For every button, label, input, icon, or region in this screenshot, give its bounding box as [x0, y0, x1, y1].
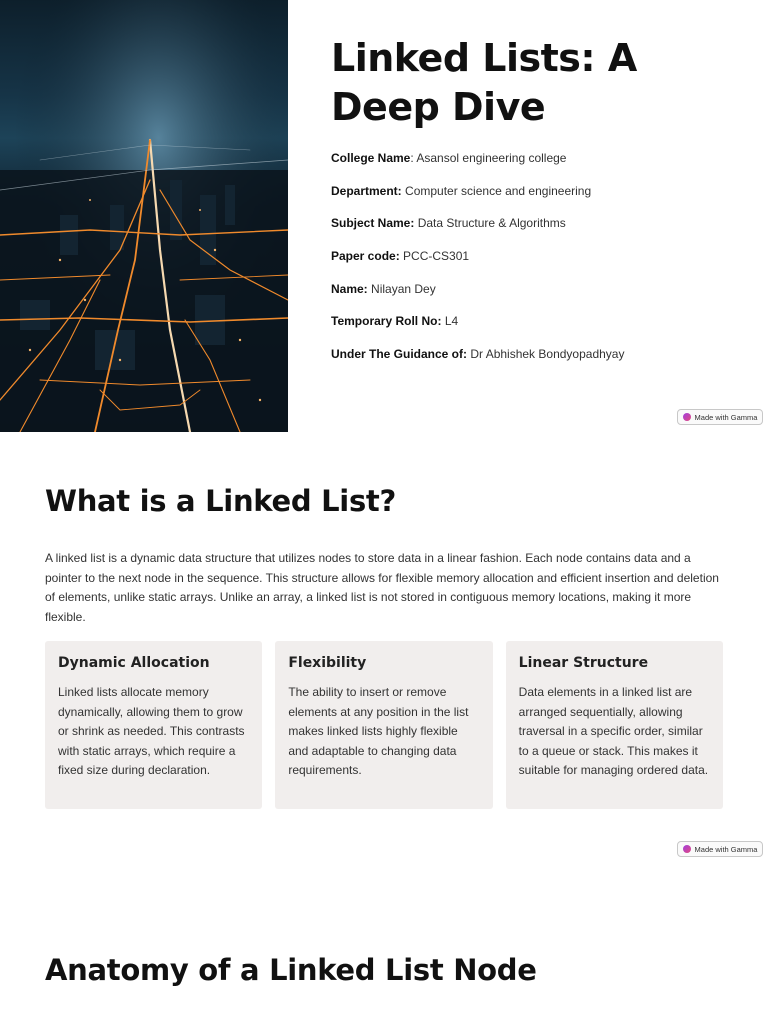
info-paper-code [331, 249, 751, 282]
info-value: Data Structure & Algorithms [417, 216, 566, 231]
badge-label: Made with Gamma [694, 412, 758, 422]
info-label: Under The Guidance of: [331, 347, 468, 362]
gamma-logo-icon [683, 845, 691, 853]
info-roll-no [331, 314, 751, 347]
presentation-title: Linked Lists: A Deep Dive [331, 36, 637, 129]
info-label: Department: [331, 183, 402, 198]
info-subject [331, 216, 751, 249]
info-college [331, 151, 751, 184]
city-night-image [0, 0, 288, 432]
card-text: Linked lists allocate memory dynamically, allowing them to grow or shrink as needed. This contrasts with static arrays, which require a fixed size during declaration. [58, 685, 245, 777]
card-dynamic-allocation [45, 641, 262, 809]
info-name [331, 282, 751, 315]
card-linear-structure [506, 641, 723, 809]
gamma-logo-icon [683, 413, 691, 421]
made-with-gamma-badge[interactable] [677, 409, 763, 425]
student-info-list [331, 151, 751, 380]
badge-label: Made with Gamma [694, 844, 758, 854]
feature-cards [45, 641, 723, 809]
info-value: L4 [444, 314, 459, 329]
info-value: Asansol engineering college [416, 151, 567, 165]
card-title: Flexibility [288, 655, 367, 671]
info-label: Temporary Roll No: [331, 314, 442, 329]
info-guidance [331, 347, 751, 380]
card-text: The ability to insert or remove elements at any position in the list makes linked lists highly flexible and adaptable to changing data requirements. [288, 685, 469, 777]
info-value: Computer science and engineering [405, 183, 592, 198]
section-title: What is a Linked List? [45, 484, 396, 518]
info-department [331, 184, 751, 217]
title-slide [0, 0, 768, 432]
card-text: Data elements in a linked list are arranged sequentially, allowing traversal in a specific order, similar to a queue or stack. This makes it suitable for managing ordered data. [518, 685, 709, 777]
info-value: PCC-CS301 [403, 249, 470, 264]
info-label: Paper code: [331, 249, 400, 264]
section-title: Anatomy of a Linked List Node [45, 953, 537, 987]
city-illustration [0, 0, 288, 432]
info-label: Name: [331, 281, 368, 296]
info-label: College Name [331, 151, 411, 165]
info-sep: : [410, 151, 417, 165]
info-value: Nilayan Dey [371, 281, 436, 296]
card-title: Linear Structure [518, 655, 649, 671]
info-value: Dr Abhishek Bondyopadhyay [470, 347, 625, 362]
made-with-gamma-badge[interactable] [677, 841, 763, 857]
intro-paragraph: A linked list is a dynamic data structure that utilizes nodes to store data in a linear fashion. Each node contains data and a pointer to the next node in the sequence. This structure allows for flexible memory allocation and efficient insertion and deletion of elements, unlike static arrays. Unlike an array, a linked list is not stored in contiguous memory locations, making it more flexible. [45, 551, 719, 624]
card-flexibility [275, 641, 492, 809]
info-label: Subject Name: [331, 216, 415, 231]
card-title: Dynamic Allocation [58, 655, 210, 671]
